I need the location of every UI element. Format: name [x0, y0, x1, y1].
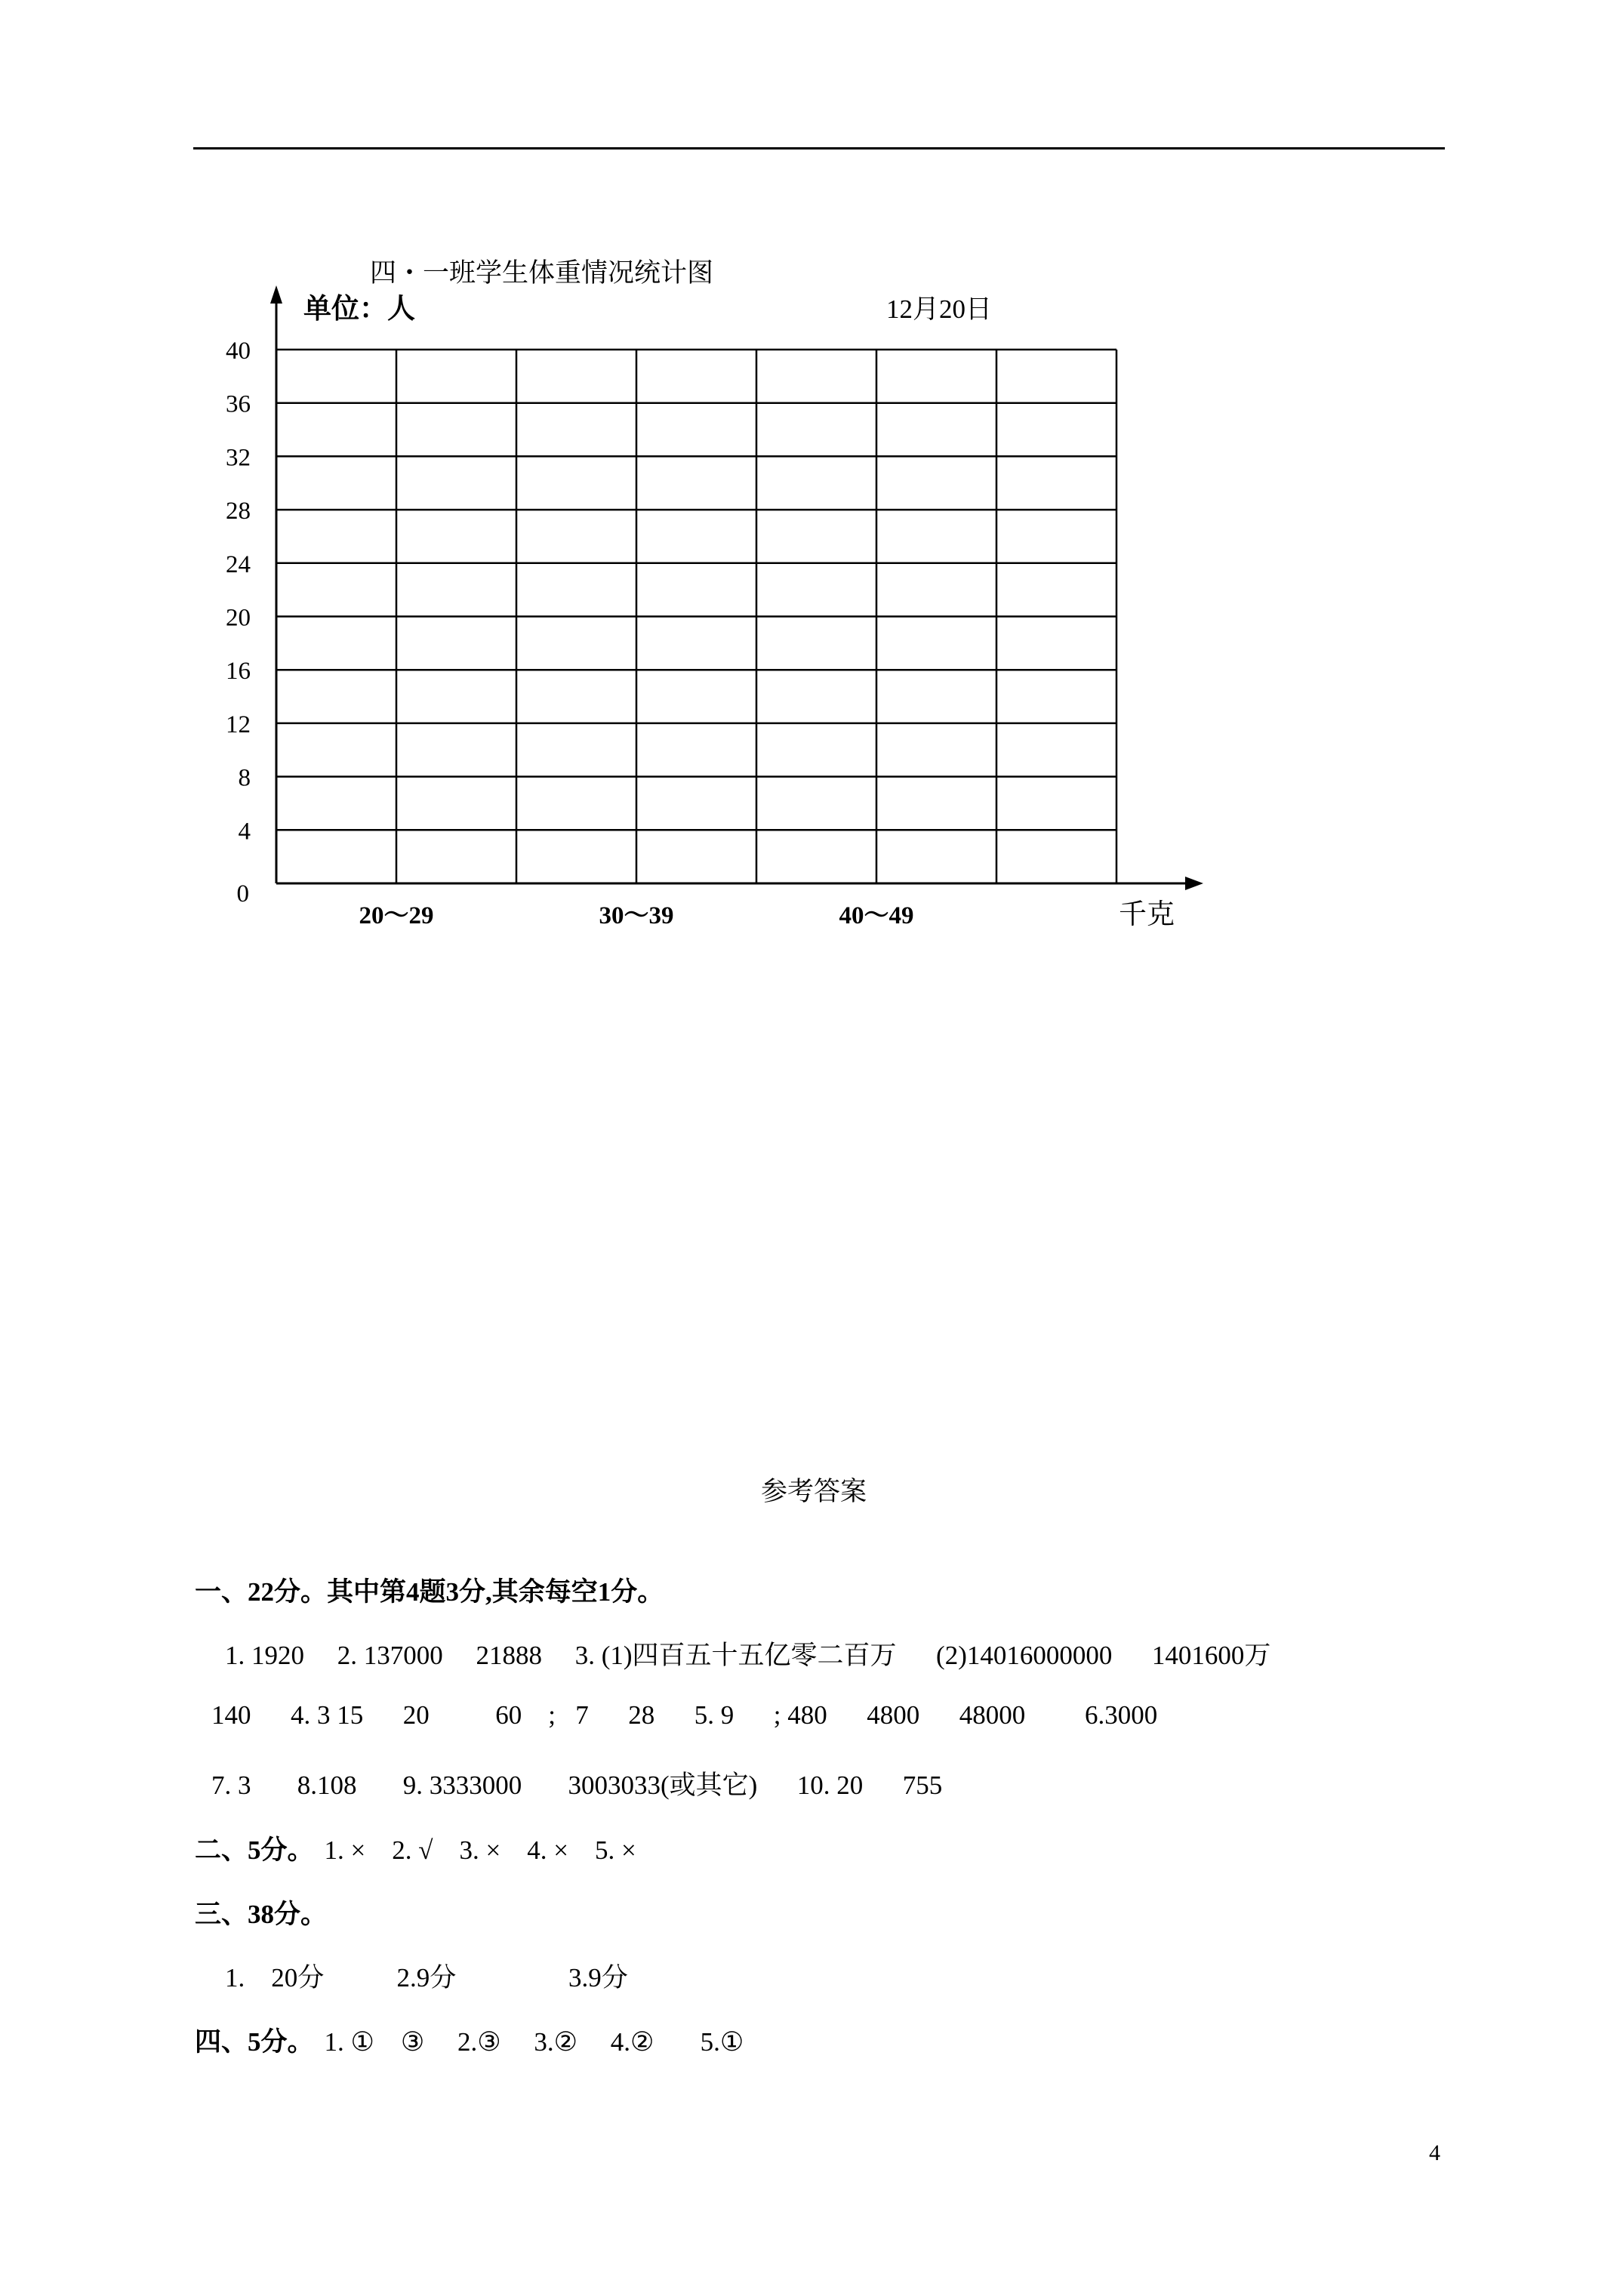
section-4-answers: 1. ① ③ 2.③ 3.② 4.② 5.① — [324, 2027, 744, 2057]
y-tick-label: 20 — [226, 604, 251, 632]
section-3-heading: 三、38分。 — [195, 1900, 328, 1929]
y-tick-label: 28 — [226, 498, 251, 525]
y-tick-label: 12 — [226, 710, 251, 738]
section-1-line-2: 140 4. 3 15 20 60 ; 7 28 5. 9 ; 480 4800 48000 6.3000 — [211, 1700, 1158, 1730]
y-tick-label: 36 — [226, 390, 251, 418]
y-tick-label: 4 — [238, 818, 251, 846]
chart-title: 四・一班学生体重情况统计图 — [370, 258, 714, 288]
section-2-heading: 二、5分。 — [195, 1835, 314, 1865]
section-1-heading: 一、22分。其中第4题3分,其余每空1分。 — [195, 1577, 664, 1607]
section-1-line-1: 1. 1920 2. 137000 21888 3. (1)四百五十五亿零二百万 (2)14016000000 1401600万 — [225, 1641, 1271, 1670]
x-tick-label: 20～29 — [359, 902, 434, 929]
y-tick-label: 8 — [238, 764, 251, 792]
chart-grid — [276, 350, 1116, 883]
y-tick-label: 40 — [226, 337, 251, 365]
x-axis-label: 千克 — [1119, 899, 1175, 930]
chart-date: 12月20日 — [886, 294, 993, 324]
x-tick-label: 40～49 — [839, 902, 914, 929]
y-tick-labels — [226, 337, 251, 908]
x-tick-label: 30～39 — [599, 902, 674, 929]
section-2 — [195, 1829, 636, 1867]
chart-axes — [270, 285, 1203, 890]
x-axis-arrow — [1185, 877, 1203, 890]
y-tick-label: 24 — [226, 550, 251, 578]
weight-chart — [0, 0, 1623, 982]
page-number: 4 — [1429, 2140, 1440, 2165]
section-3-answers: 1. 20分 2.9分 3.9分 — [225, 1963, 628, 1992]
section-4-heading: 四、5分。 — [195, 2027, 314, 2057]
section-2-answers: 1. × 2. √ 3. × 4. × 5. × — [324, 1835, 636, 1865]
section-1-line-3: 7. 3 8.108 9. 3333000 3003033(或其它) 10. 20 755 — [211, 1771, 943, 1800]
y-tick-label: 0 — [236, 880, 249, 908]
y-tick-label: 16 — [226, 658, 251, 686]
section-4 — [195, 2021, 744, 2059]
y-tick-label: 32 — [226, 444, 251, 472]
y-axis-arrow — [270, 285, 282, 304]
answers-title: 参考答案 — [761, 1477, 867, 1506]
unit-label: 单位：人 — [303, 294, 415, 325]
x-tick-labels — [359, 902, 914, 929]
